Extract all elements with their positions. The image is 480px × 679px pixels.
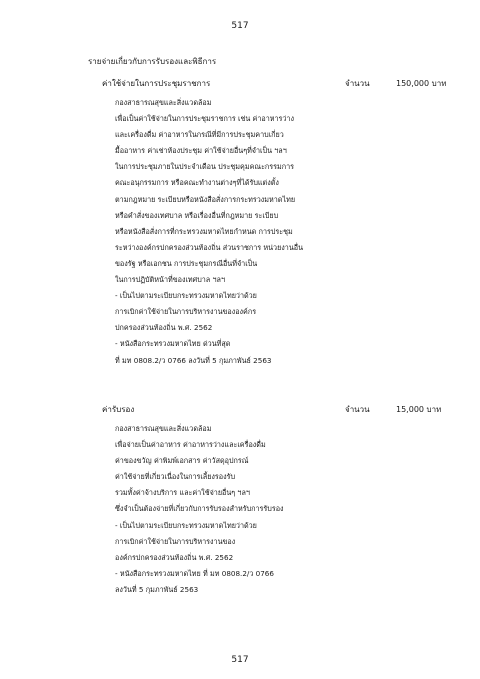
description-line: การเบิกค่าใช้จ่ายในการบริหารงานของ	[115, 536, 236, 546]
description-line: มื้ออาหาร ค่าเช่าห้องประชุม ค่าใช้จ่ายอื่นๆที่จำเป็น ฯลฯ	[115, 146, 287, 156]
description-line: การเบิกค่าใช้จ่ายในการบริหารงานขององค์กร	[115, 307, 257, 317]
item-title-meeting: ค่าใช้จ่ายในการประชุมราชการ	[102, 79, 211, 88]
description-line: คณะอนุกรรมการ หรือคณะทำงานต่างๆที่ได้รับแต่งตั้ง	[115, 178, 279, 188]
amount-value-reception: 15,000 บาท	[396, 405, 442, 414]
description-line: ซึ่งจำเป็นต้องจ่ายที่เกี่ยวกับการรับรองสำหรับการรับรอง	[115, 504, 284, 514]
description-line: หรือคำสั่งของเทศบาล หรือเรื่องอื่นที่กฎหมาย ระเบียบ	[115, 210, 279, 220]
description-line: ของรัฐ หรือเอกชน การประชุมกรณีอื่นที่จำเป็น	[115, 258, 258, 268]
description-line: รวมทั้งค่าจ้างบริการ และค่าใช้จ่ายอื่นๆ ฯลฯ	[115, 488, 250, 498]
description-line: ตามกฎหมาย ระเบียบหรือหนังสือสั่งการกระทรวงมหาดไทย	[115, 194, 296, 204]
description-line: ระหว่างองค์กรปกครองส่วนท้องถิ่น ส่วนราชการ หน่วยงานอื่น	[115, 242, 303, 252]
description-line: เพื่อเป็นค่าใช้จ่ายในการประชุมราชการ เช่น ค่าอาหารว่าง	[115, 114, 294, 124]
description-line: - เป็นไปตามระเบียบกระทรวงมหาดไทยว่าด้วย	[115, 291, 257, 301]
description-line: หรือหนังสือสั่งการที่กระทรวงมหาดไทยกำหนด การประชุม	[115, 226, 293, 236]
description-line: องค์กรปกครองส่วนท้องถิ่น พ.ศ. 2562	[115, 552, 234, 562]
description-line: - เป็นไปตามระเบียบกระทรวงมหาดไทยว่าด้วย	[115, 520, 257, 530]
description-line: เพื่อจ่ายเป็นค่าอาหาร ค่าอาหารว่างและเครื่องดื่ม	[115, 440, 266, 450]
description-line: และเครื่องดื่ม ค่าอาหารในกรณีที่มีการประชุมคาบเกี่ยว	[115, 130, 284, 140]
amount-label-meeting: จำนวน	[345, 79, 370, 88]
description-line: ในการปฏิบัติหน้าที่ของเทศบาล ฯลฯ	[115, 275, 225, 285]
amount-value-meeting: 150,000 บาท	[396, 79, 447, 88]
page-number-top: 517	[231, 21, 249, 31]
description-line: ค่าของขวัญ ค่าพิมพ์เอกสาร ค่าวัสดุอุปกรณ์	[115, 456, 249, 466]
item-description-meeting	[115, 95, 303, 369]
description-line: ปกครองส่วนท้องถิ่น พ.ศ. 2562	[115, 323, 213, 333]
description-line: ค่าใช้จ่ายที่เกี่ยวเนื่องในการเลี้ยงรองรับ	[115, 472, 236, 482]
section-heading: รายจ่ายเกี่ยวกับการรับรองและพิธีการ	[88, 57, 217, 66]
item-description-reception	[115, 421, 284, 598]
page-number-bottom: 517	[231, 655, 249, 665]
description-line: - หนังสือกระทรวงมหาดไทย ด่วนที่สุด	[115, 339, 231, 349]
amount-label-reception: จำนวน	[345, 405, 370, 414]
description-line: ลงวันที่ 5 กุมภาพันธ์ 2563	[115, 584, 199, 594]
description-line: - หนังสือกระทรวงมหาดไทย ที่ มท 0808.2/ว 0766	[115, 568, 274, 578]
item-title-reception: ค่ารับรอง	[102, 405, 135, 414]
description-line: กองสาธารณสุขและสิ่งแวดล้อม	[115, 424, 212, 433]
description-line: ในการประชุมภายในประจำเดือน ประชุมคุมคณะกรรมการ	[115, 162, 294, 172]
description-line: ที่ มท 0808.2/ว 0766 ลงวันที่ 5 กุมภาพันธ์ 2563	[115, 355, 272, 365]
description-line: กองสาธารณสุขและสิ่งแวดล้อม	[115, 98, 212, 107]
